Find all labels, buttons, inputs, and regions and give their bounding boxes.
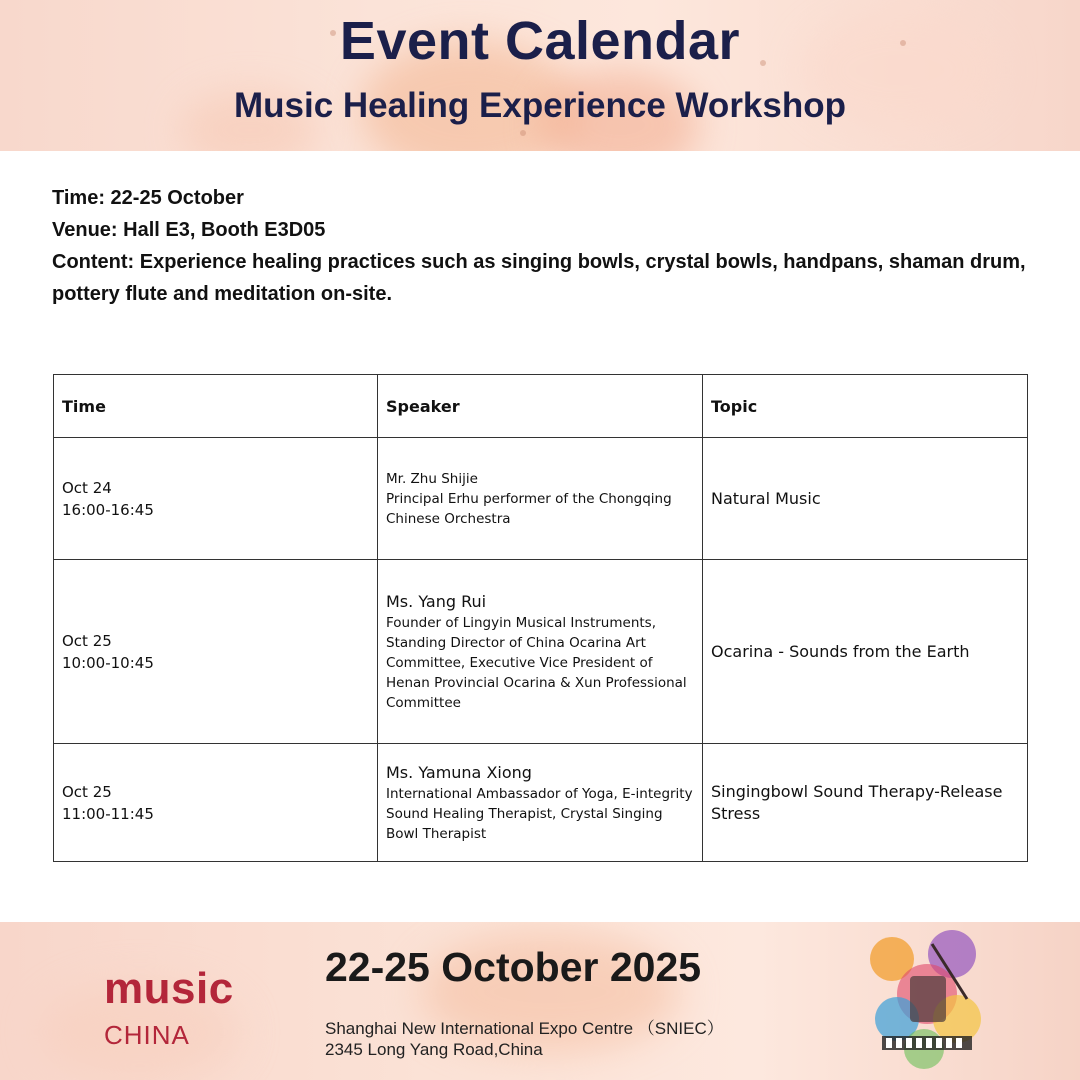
header-banner [0, 0, 1080, 151]
footer-address: 2345 Long Yang Road,China [325, 1040, 543, 1059]
speaker-cell [378, 744, 703, 862]
session-date: Oct 25 [62, 631, 112, 650]
speaker-description: International Ambassador of Yoga, E-integrity Sound Healing Therapist, Crystal Singing Bowl Therapist [386, 785, 693, 842]
page-subtitle: Music Healing Experience Workshop [233, 86, 847, 125]
page-title: Event Calendar [339, 11, 741, 71]
speaker-name: Mr. Zhu Shijie [386, 470, 478, 487]
table-row [54, 744, 1028, 862]
speaker-description: Principal Erhu performer of the Chongqing Chinese Orchestra [386, 490, 672, 527]
session-topic: Natural Music [711, 488, 821, 508]
event-info [52, 182, 1042, 310]
schedule-table [53, 374, 1028, 862]
speaker-cell [378, 560, 703, 744]
event-time: Time: 22-25 October [52, 187, 244, 209]
session-hours: 11:00-11:45 [62, 804, 154, 823]
session-topic: Ocarina - Sounds from the Earth [711, 641, 970, 661]
table-header-row [54, 375, 1028, 438]
column-header-speaker: Speaker [378, 375, 703, 438]
column-header-time: Time [54, 375, 378, 438]
session-topic: Singingbowl Sound Therapy-Release Stress [711, 781, 1003, 823]
time-cell [54, 438, 378, 560]
column-header-topic: Topic [703, 375, 1028, 438]
music-china-logo-subtext: CHINA [104, 1020, 190, 1050]
table-row [54, 438, 1028, 560]
table-row [54, 560, 1028, 744]
instruments-illustration [862, 924, 992, 1074]
topic-cell [703, 560, 1028, 744]
topic-cell [703, 438, 1028, 560]
event-venue: Venue: Hall E3, Booth E3D05 [52, 219, 326, 241]
speaker-description: Founder of Lingyin Musical Instruments, Standing Director of China Ocarina Art Committee, Executive Vice President of Henan Provincial Ocarina & Xun Professional Committee [386, 614, 687, 711]
session-date: Oct 24 [62, 478, 112, 497]
time-cell [54, 560, 378, 744]
speaker-name: Ms. Yamuna Xiong [386, 762, 532, 782]
topic-cell [703, 744, 1028, 862]
speaker-cell [378, 438, 703, 560]
footer-date: 22-25 October 2025 [325, 944, 702, 990]
speaker-name: Ms. Yang Rui [386, 591, 487, 611]
session-hours: 16:00-16:45 [62, 500, 154, 519]
footer-banner [0, 922, 1080, 1080]
music-china-logo: music [104, 964, 234, 1013]
time-cell [54, 744, 378, 862]
session-hours: 10:00-10:45 [62, 653, 154, 672]
event-content: Content: Experience healing practices such as singing bowls, crystal bowls, handpans, shaman drum, pottery flute and meditation on-site. [52, 251, 1026, 305]
session-date: Oct 25 [62, 782, 112, 801]
footer-venue: Shanghai New International Expo Centre （SNIEC） [325, 1019, 724, 1038]
